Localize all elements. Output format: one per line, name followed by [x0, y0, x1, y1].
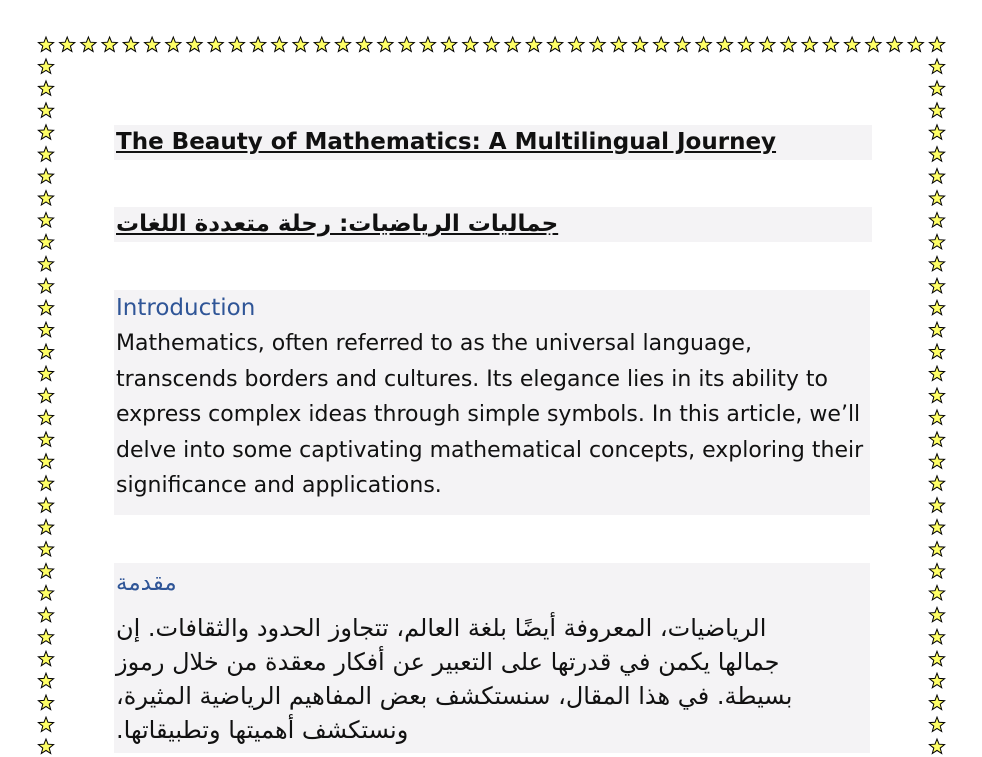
- star-icon: [38, 147, 53, 162]
- star-icon: [38, 191, 53, 205]
- star-icon: [929, 717, 944, 731]
- star-icon: [760, 37, 775, 52]
- arabic-line: جمالها يكمن في قدرتها على التعبير عن أفكار معقدة من خلال رموز: [116, 648, 780, 676]
- star-icon: [908, 37, 923, 52]
- star-icon: [187, 37, 202, 52]
- star-icon: [38, 81, 53, 95]
- star-icon: [38, 673, 53, 688]
- intro-paragraph-arabic: [114, 603, 870, 747]
- star-icon: [929, 59, 944, 74]
- star-icon: [442, 37, 457, 52]
- star-icon: [929, 673, 944, 688]
- star-icon: [38, 103, 53, 118]
- star-icon: [696, 37, 711, 52]
- star-icon: [484, 37, 499, 52]
- star-icon: [929, 300, 944, 314]
- title-arabic-text: جماليات الرياضيات: رحلة متعددة اللغات: [116, 211, 559, 237]
- star-icon: [548, 37, 563, 52]
- star-icon: [38, 739, 53, 754]
- star-icon: [38, 322, 53, 337]
- star-icon: [38, 454, 53, 469]
- intro-heading-arabic: مقدمة: [116, 570, 177, 596]
- star-icon: [38, 344, 53, 359]
- intro-paragraph-english: Mathematics, often referred to as the universal language, transcends borders and cultures. Its elegance lies in its ability to express complex ideas through simple symbols. In this article, we’ll delve into some captivating mathematical concepts, exploring their significance and applications.: [116, 331, 864, 498]
- star-icon: [929, 366, 944, 380]
- star-icon: [929, 564, 944, 579]
- star-icon: [81, 37, 96, 52]
- intro-section-arabic[interactable]: [114, 563, 870, 753]
- star-icon: [929, 542, 944, 556]
- star-icon: [38, 695, 53, 710]
- star-icon: [378, 37, 393, 52]
- star-icon: [335, 37, 350, 52]
- star-icon: [929, 147, 944, 162]
- star-icon: [38, 278, 53, 293]
- star-icon: [929, 278, 944, 293]
- star-icon: [929, 344, 944, 359]
- star-icon: [929, 256, 944, 270]
- star-icon: [929, 432, 944, 446]
- star-icon: [38, 432, 53, 446]
- star-icon: [38, 651, 53, 665]
- arabic-line: ونستكشف أهميتها وتطبيقاتها.: [116, 716, 409, 744]
- intro-section-english[interactable]: [114, 290, 870, 515]
- star-icon: [38, 234, 53, 249]
- star-icon: [38, 213, 53, 228]
- star-icon: [38, 169, 53, 184]
- star-icon: [802, 37, 817, 52]
- star-icon: [526, 37, 541, 52]
- star-icon: [38, 629, 53, 644]
- star-icon: [38, 717, 53, 731]
- star-icon: [887, 37, 902, 52]
- star-icon: [929, 388, 944, 403]
- star-icon: [38, 366, 53, 380]
- star-icon: [929, 213, 944, 228]
- star-icon: [866, 37, 881, 52]
- star-icon: [463, 37, 478, 52]
- star-icon: [929, 191, 944, 205]
- star-icon: [102, 37, 117, 52]
- star-icon: [929, 476, 944, 490]
- star-icon: [929, 695, 944, 710]
- star-icon: [929, 81, 944, 95]
- star-icon: [145, 37, 160, 52]
- star-icon: [611, 37, 626, 52]
- star-icon: [38, 256, 53, 270]
- star-icon: [60, 37, 75, 52]
- document-title-arabic[interactable]: [114, 207, 872, 242]
- star-icon: [929, 454, 944, 469]
- star-icon: [654, 37, 669, 52]
- star-icon: [293, 37, 308, 52]
- star-icon: [38, 585, 53, 600]
- star-icon: [929, 410, 944, 425]
- star-icon: [929, 125, 944, 139]
- star-icon: [929, 498, 944, 513]
- star-icon: [38, 520, 53, 535]
- star-icon: [38, 59, 53, 74]
- star-icon: [929, 169, 944, 184]
- star-icon: [929, 651, 944, 665]
- star-icon: [845, 37, 860, 52]
- star-icon: [38, 564, 53, 579]
- star-icon: [208, 37, 223, 52]
- star-icon: [38, 498, 53, 513]
- star-icon: [929, 234, 944, 249]
- star-icon: [399, 37, 414, 52]
- star-icon: [929, 607, 944, 621]
- star-icon: [38, 125, 53, 139]
- star-icon: [590, 37, 605, 52]
- star-icon: [38, 476, 53, 490]
- arabic-line: الرياضيات، المعروفة أيضًا بلغة العالم، تتجاوز الحدود والثقافات. إن: [116, 614, 767, 642]
- intro-heading-english: Introduction: [116, 295, 256, 321]
- star-icon: [929, 739, 944, 754]
- star-icon: [38, 542, 53, 556]
- star-icon: [929, 322, 944, 337]
- star-icon: [505, 37, 520, 52]
- star-icon: [38, 37, 53, 52]
- star-icon: [38, 410, 53, 425]
- star-icon: [739, 37, 754, 52]
- star-icon: [314, 37, 329, 52]
- star-icon: [357, 37, 372, 52]
- star-icon: [929, 585, 944, 600]
- star-icon: [569, 37, 584, 52]
- star-icon: [675, 37, 690, 52]
- star-icon: [929, 629, 944, 644]
- star-icon: [420, 37, 435, 52]
- star-icon: [38, 300, 53, 314]
- star-icon: [166, 37, 181, 52]
- star-icon: [717, 37, 732, 52]
- star-icon: [781, 37, 796, 52]
- arabic-line: بسيطة. في هذا المقال، سنستكشف بعض المفاهيم الرياضية المثيرة،: [116, 682, 793, 710]
- star-icon: [929, 37, 944, 52]
- star-icon: [929, 103, 944, 118]
- star-icon: [38, 607, 53, 621]
- star-icon: [823, 37, 838, 52]
- star-icon: [632, 37, 647, 52]
- star-icon: [251, 37, 266, 52]
- document-title-english[interactable]: The Beauty of Mathematics: A Multilingual Journey: [114, 125, 872, 160]
- star-icon: [929, 520, 944, 535]
- star-icon: [38, 388, 53, 403]
- star-icon: [272, 37, 287, 52]
- star-icon: [123, 37, 138, 52]
- star-icon: [229, 37, 244, 52]
